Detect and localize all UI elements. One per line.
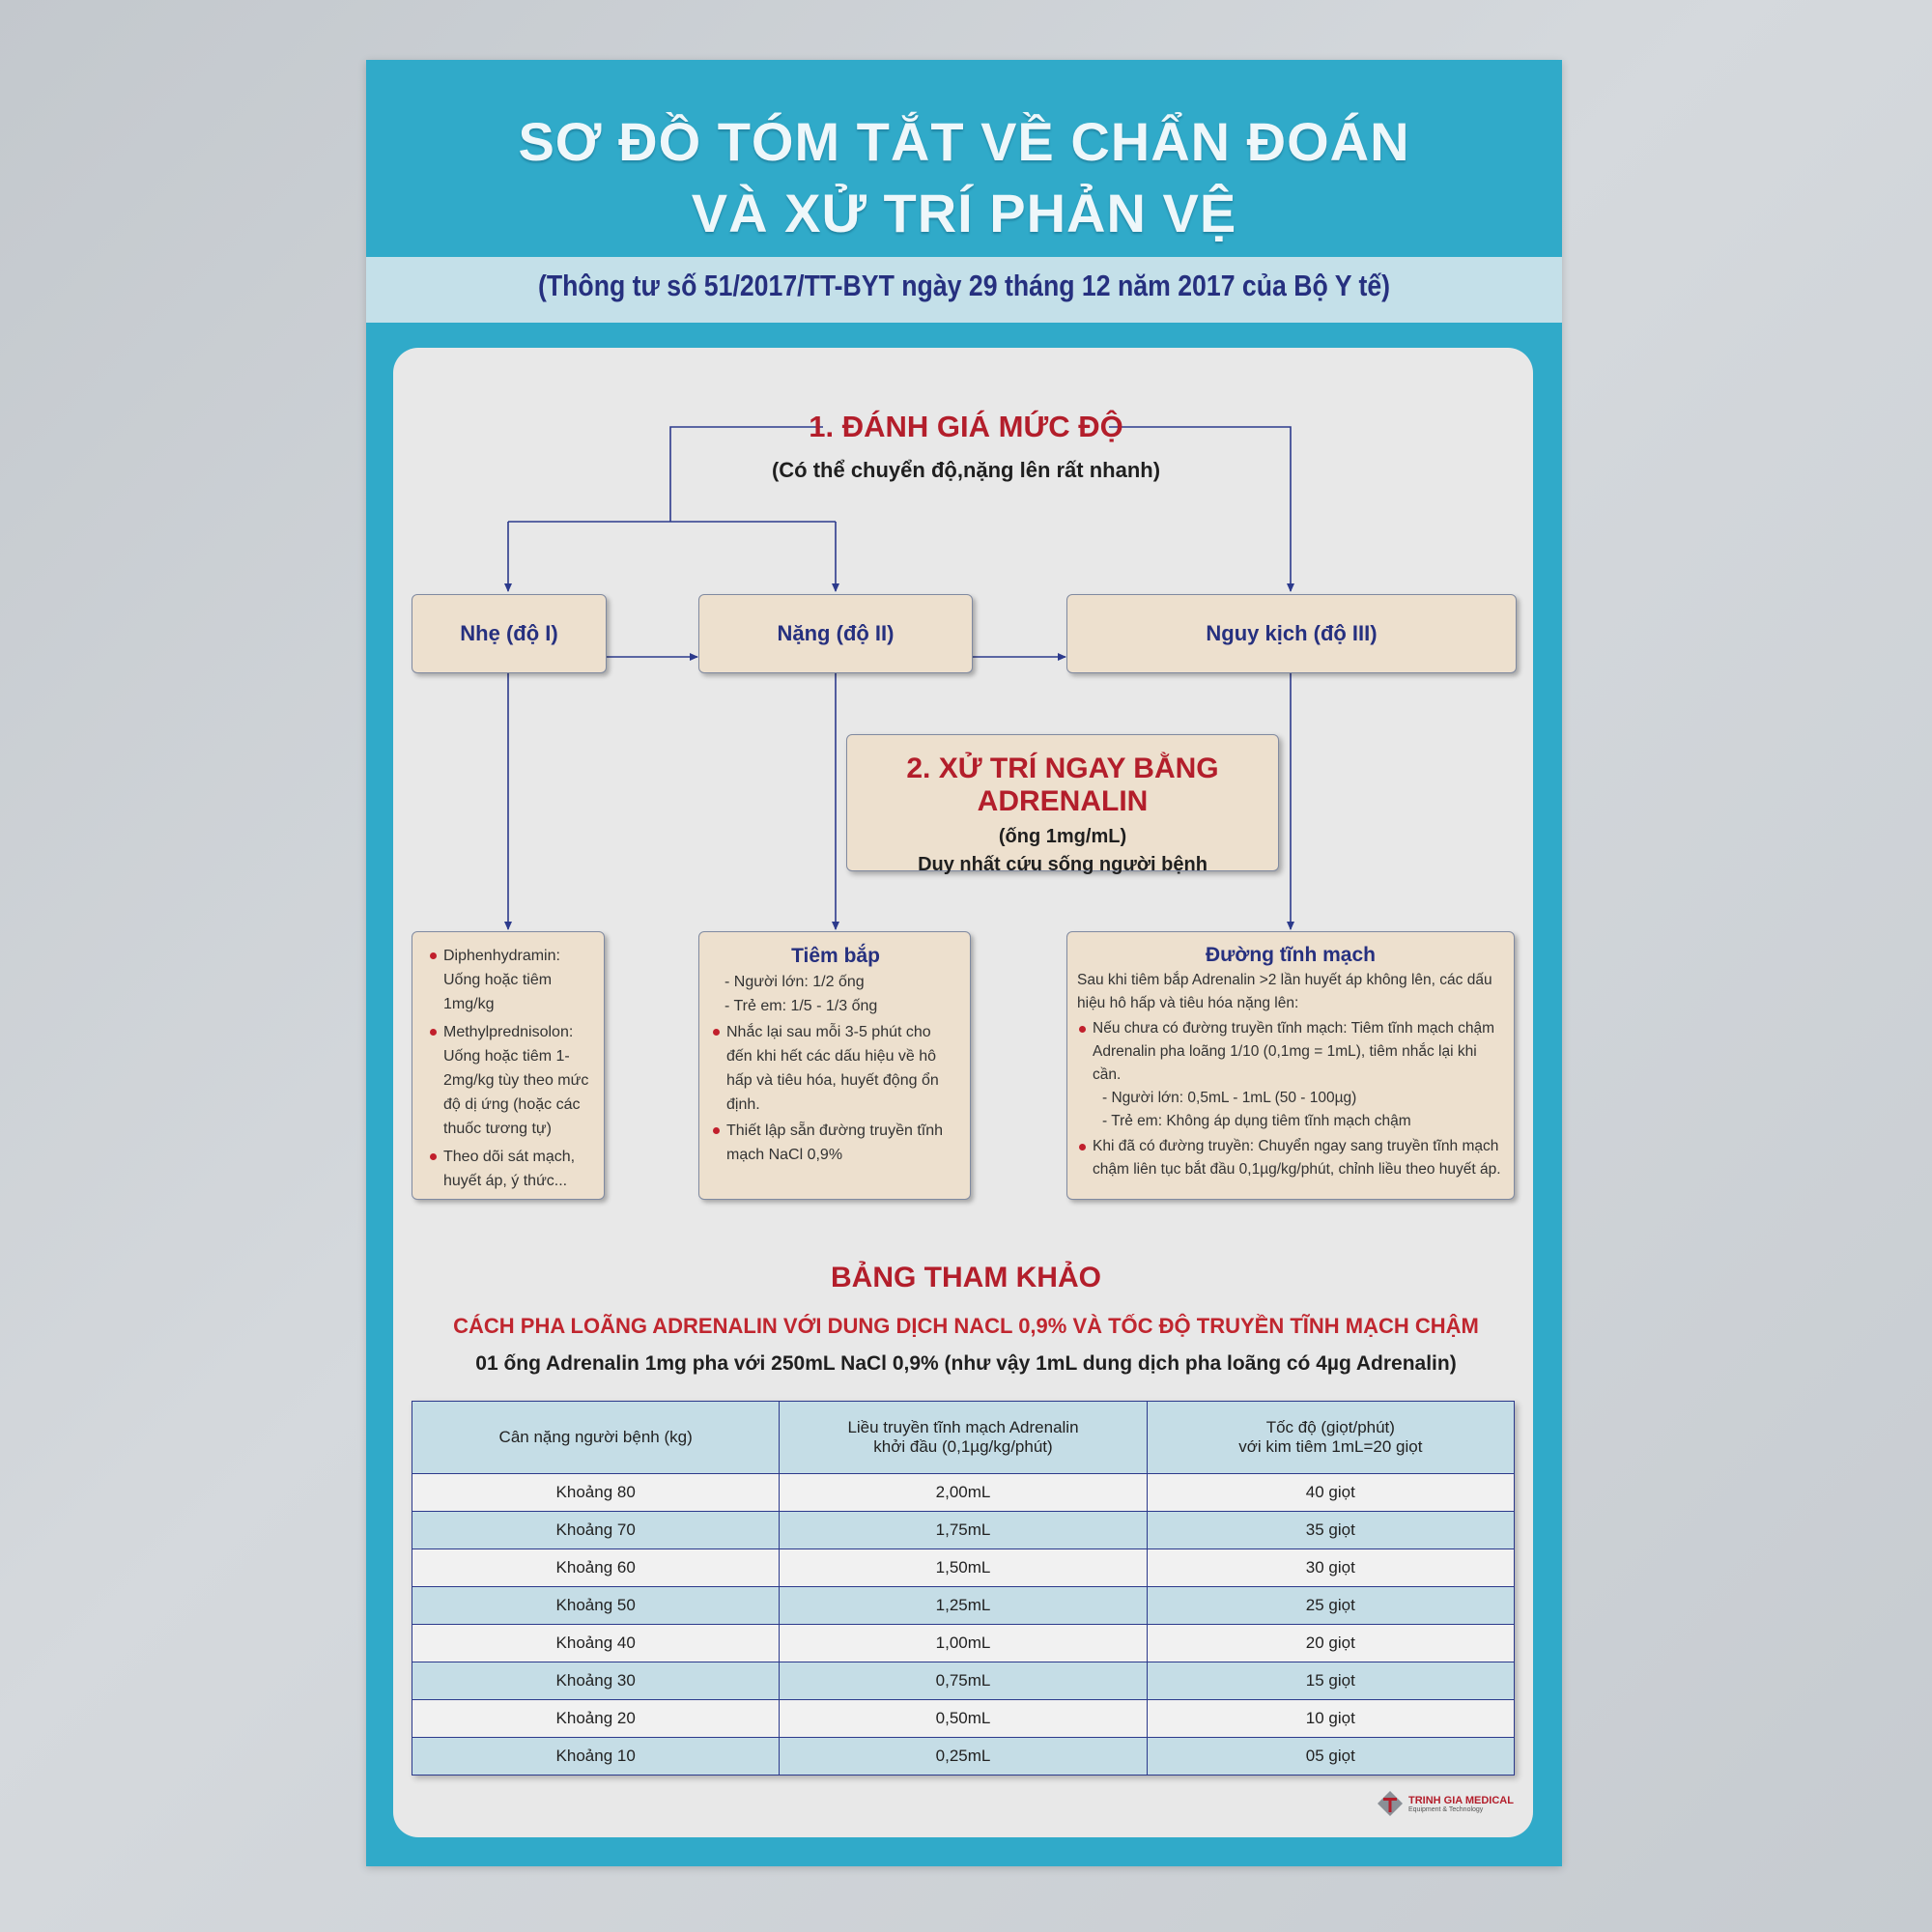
cell-rate: 15 giọt (1147, 1662, 1514, 1700)
title-line-2: VÀ XỬ TRÍ PHẢN VỆ (691, 183, 1237, 243)
poster-subtitle: (Thông tư số 51/2017/TT-BYT ngày 29 tháng 12 năm 2017 của Bộ Y tế) (537, 269, 1391, 302)
mild-treatment-box (412, 931, 605, 1200)
title-line-1: SƠ ĐỒ TÓM TẮT VỀ CHẨN ĐOÁN (518, 111, 1410, 172)
intramuscular-box (698, 931, 971, 1200)
level-severe-label: Nặng (độ II) (777, 621, 895, 645)
table-row (412, 1700, 1515, 1738)
mild-item-1: Diphenhydramin: Uống hoặc tiêm 1mg/kg (428, 944, 598, 1016)
im-heading: Tiêm bắp (791, 945, 880, 967)
header-rate-line1: Tốc độ (giọt/phút) (1265, 1418, 1395, 1436)
im-item-1: Nhắc lại sau mỗi 3-5 phút cho đến khi hết các dấu hiệu về hô hấp và tiêu hóa, huyết động ổn định. (711, 1020, 960, 1117)
header-weight-label: Cân nặng người bệnh (kg) (498, 1428, 693, 1446)
iv-heading: Đường tĩnh mạch (1206, 944, 1376, 966)
brand-tagline: Equipment & Technology (1408, 1805, 1484, 1813)
cell-dose: 1,75mL (780, 1512, 1147, 1549)
header-dose-line2: khởi đầu (0,1µg/kg/phút) (873, 1437, 1053, 1456)
level-severe (698, 594, 973, 673)
dilution-table (412, 1401, 1515, 1776)
table-row (412, 1625, 1515, 1662)
step2-dose: (ống 1mg/mL) (998, 826, 1127, 847)
header-dose (780, 1402, 1147, 1474)
cell-weight: Khoảng 40 (412, 1625, 780, 1662)
cell-dose: 0,75mL (780, 1662, 1147, 1700)
mild-item-3: Theo dõi sát mạch, huyết áp, ý thức... (428, 1145, 598, 1193)
cell-dose: 2,00mL (780, 1474, 1147, 1512)
cell-dose: 0,50mL (780, 1700, 1147, 1738)
cell-weight: Khoảng 20 (412, 1700, 780, 1738)
iv-intro: Sau khi tiêm bắp Adrenalin >2 lần huyết áp không lên, các dấu hiệu hô hấp và tiêu hóa nặng lên: (1077, 972, 1492, 1011)
cell-dose: 1,00mL (780, 1625, 1147, 1662)
cell-weight: Khoảng 30 (412, 1662, 780, 1700)
cell-dose: 1,25mL (780, 1587, 1147, 1625)
iv-child-dose: - Trẻ em: Không áp dụng tiêm tĩnh mạch chậm (1102, 1113, 1411, 1129)
cell-weight: Khoảng 50 (412, 1587, 780, 1625)
iv-item-2: Khi đã có đường truyền: Chuyển ngay sang truyền tĩnh mạch chậm liên tục bắt đầu 0,1µg/kg/phút, chỉnh liều theo huyết áp. (1077, 1135, 1504, 1181)
connector-top-right (1109, 427, 1291, 591)
level-mild (412, 594, 607, 673)
table-header-row (412, 1402, 1515, 1474)
brand-mark-icon (1376, 1789, 1405, 1818)
cell-rate: 35 giọt (1147, 1512, 1514, 1549)
cell-weight: Khoảng 70 (412, 1512, 780, 1549)
table-row (412, 1662, 1515, 1700)
reference-note: 01 ống Adrenalin 1mg pha với 250mL NaCl 0,9% (như vậy 1mL dung dịch pha loãng có 4µg Adrenalin) (475, 1352, 1457, 1375)
adrenalin-box (846, 734, 1279, 875)
header-rate (1147, 1402, 1514, 1474)
cell-dose: 0,25mL (780, 1738, 1147, 1776)
reference-title: BẢNG THAM KHẢO (831, 1262, 1101, 1293)
cell-rate: 25 giọt (1147, 1587, 1514, 1625)
step1-note: (Có thể chuyển độ,nặng lên rất nhanh) (771, 458, 1161, 482)
iv-item-1: Nếu chưa có đường truyền tĩnh mạch: Tiêm tĩnh mạch chậm Adrenalin pha loãng 1/10 (0,1mg = 1mL), tiêm nhắc lại khi cần. (1077, 1017, 1504, 1087)
level-mild-label: Nhẹ (độ I) (460, 621, 558, 645)
table-row (412, 1738, 1515, 1776)
step2-note: Duy nhất cứu sống người bệnh (918, 854, 1208, 875)
cell-dose: 1,50mL (780, 1549, 1147, 1587)
iv-adult-dose: - Người lớn: 0,5mL - 1mL (50 - 100µg) (1102, 1090, 1357, 1106)
header-rate-line2: với kim tiêm 1mL=20 giọt (1238, 1437, 1423, 1456)
table-row (412, 1587, 1515, 1625)
cell-weight: Khoảng 60 (412, 1549, 780, 1587)
brand-logo (1376, 1789, 1514, 1818)
cell-weight: Khoảng 10 (412, 1738, 780, 1776)
level-critical-label: Nguy kịch (độ III) (1206, 621, 1378, 645)
im-child-dose: - Trẻ em: 1/5 - 1/3 ống (724, 998, 878, 1014)
cell-rate: 05 giọt (1147, 1738, 1514, 1776)
cell-rate: 10 giọt (1147, 1700, 1514, 1738)
cell-rate: 40 giọt (1147, 1474, 1514, 1512)
table-row (412, 1512, 1515, 1549)
cell-weight: Khoảng 80 (412, 1474, 780, 1512)
cell-rate: 30 giọt (1147, 1549, 1514, 1587)
step1-title: 1. ĐÁNH GIÁ MỨC ĐỘ (809, 410, 1123, 443)
mild-item-2: Methylprednisolon: Uống hoặc tiêm 1-2mg/kg tùy theo mức độ dị ứng (hoặc các thuốc tương tự) (428, 1020, 598, 1141)
im-item-2: Thiết lập sẵn đường truyền tĩnh mạch NaCl 0,9% (711, 1119, 960, 1167)
table-row (412, 1549, 1515, 1587)
level-critical (1066, 594, 1517, 673)
reference-subtitle: CÁCH PHA LOÃNG ADRENALIN VỚI DUNG DỊCH NACL 0,9% VÀ TỐC ĐỘ TRUYỀN TĨNH MẠCH CHẬM (453, 1314, 1479, 1338)
header-dose-line1: Liều truyền tĩnh mạch Adrenalin (847, 1418, 1079, 1436)
brand-name: TRINH GIA MEDICAL (1408, 1794, 1514, 1806)
cell-rate: 20 giọt (1147, 1625, 1514, 1662)
intravenous-box (1066, 931, 1515, 1200)
header-weight (412, 1402, 780, 1474)
step2-title: 2. XỬ TRÍ NGAY BẰNG ADRENALIN (906, 753, 1219, 817)
table-row (412, 1474, 1515, 1512)
im-adult-dose: - Người lớn: 1/2 ống (724, 974, 865, 990)
